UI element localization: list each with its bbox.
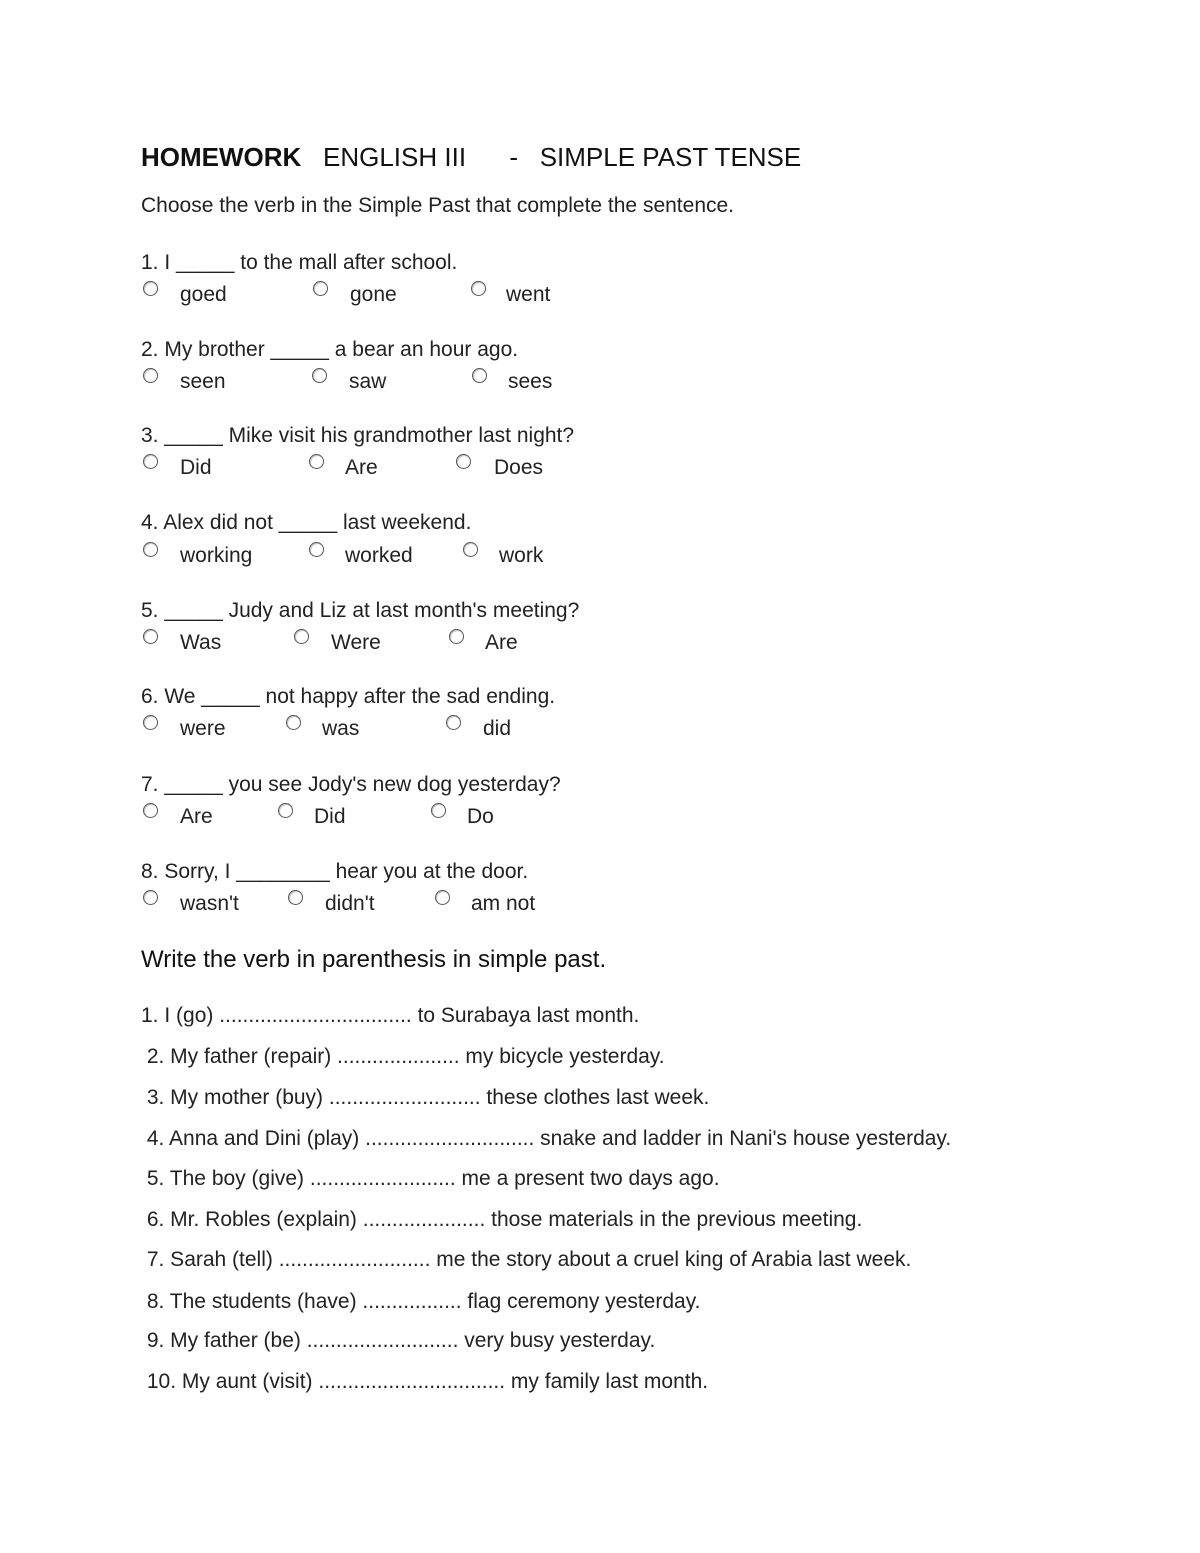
option-label: was bbox=[322, 717, 360, 740]
option-label: Were bbox=[331, 631, 381, 654]
fill-item-9: 9. My father (be) .......................... very busy yesterday. bbox=[141, 1329, 656, 1352]
option-label: am not bbox=[471, 892, 536, 915]
option-label: Are bbox=[345, 456, 378, 479]
fill-item-7: 7. Sarah (tell) .......................... me the story about a cruel king of Arabia last week. bbox=[141, 1248, 912, 1271]
instruction: Choose the verb in the Simple Past that complete the sentence. bbox=[141, 194, 735, 217]
option-label: wasn't bbox=[180, 892, 239, 915]
radio-q5-opt1[interactable] bbox=[143, 629, 158, 644]
option-label: goed bbox=[180, 283, 227, 306]
option-label: Does bbox=[494, 456, 544, 479]
option-label: didn't bbox=[325, 892, 375, 915]
option-label: worked bbox=[345, 544, 413, 567]
option-label: were bbox=[180, 717, 226, 740]
radio-q1-opt1[interactable] bbox=[143, 281, 158, 296]
option-label: seen bbox=[180, 370, 226, 393]
fill-item-2: 2. My father (repair) ..................... my bicycle yesterday. bbox=[141, 1045, 665, 1068]
option-label: working bbox=[180, 544, 253, 567]
page-title bbox=[141, 141, 801, 173]
option-label: Was bbox=[180, 631, 222, 654]
radio-q7-opt2[interactable] bbox=[278, 803, 293, 818]
option-label: Are bbox=[180, 805, 213, 828]
option-label: work bbox=[499, 544, 544, 567]
option-label: Did bbox=[314, 805, 346, 828]
radio-q2-opt2[interactable] bbox=[312, 368, 327, 383]
fill-item-4: 4. Anna and Dini (play) ............................. snake and ladder in Nani's house yesterday. bbox=[141, 1127, 952, 1150]
option-label: Did bbox=[180, 456, 212, 479]
question-8: 8. Sorry, I ________ hear you at the door. bbox=[141, 860, 529, 883]
title-homework: HOMEWORK bbox=[141, 142, 302, 172]
radio-q7-opt1[interactable] bbox=[143, 803, 158, 818]
radio-q1-opt3[interactable] bbox=[471, 281, 486, 296]
question-2: 2. My brother _____ a bear an hour ago. bbox=[141, 338, 519, 361]
title-subject: ENGLISH III - SIMPLE PAST TENSE bbox=[323, 142, 802, 172]
radio-q2-opt1[interactable] bbox=[143, 368, 158, 383]
radio-q8-opt3[interactable] bbox=[435, 890, 450, 905]
radio-q3-opt2[interactable] bbox=[309, 454, 324, 469]
option-label: did bbox=[483, 717, 512, 740]
option-label: sees bbox=[508, 370, 553, 393]
radio-q4-opt2[interactable] bbox=[309, 542, 324, 557]
option-label: gone bbox=[350, 283, 397, 306]
radio-q6-opt3[interactable] bbox=[446, 715, 461, 730]
fill-item-8: 8. The students (have) ................. flag ceremony yesterday. bbox=[141, 1290, 701, 1313]
radio-q4-opt1[interactable] bbox=[143, 542, 158, 557]
question-5: 5. _____ Judy and Liz at last month's meeting? bbox=[141, 599, 580, 622]
question-6: 6. We _____ not happy after the sad ending. bbox=[141, 685, 556, 708]
fill-item-5: 5. The boy (give) ......................... me a present two days ago. bbox=[141, 1167, 720, 1190]
fill-item-6: 6. Mr. Robles (explain) ..................... those materials in the previous meeting. bbox=[141, 1208, 863, 1231]
radio-q2-opt3[interactable] bbox=[472, 368, 487, 383]
radio-q6-opt1[interactable] bbox=[143, 715, 158, 730]
fill-item-3: 3. My mother (buy) .......................... these clothes last week. bbox=[141, 1086, 710, 1109]
fill-item-10: 10. My aunt (visit) ................................ my family last month. bbox=[141, 1370, 709, 1393]
fill-item-1: 1. I (go) ................................. to Surabaya last month. bbox=[141, 1004, 640, 1027]
question-7: 7. _____ you see Jody's new dog yesterday? bbox=[141, 773, 561, 796]
radio-q1-opt2[interactable] bbox=[313, 281, 328, 296]
radio-q5-opt3[interactable] bbox=[449, 629, 464, 644]
question-4: 4. Alex did not _____ last weekend. bbox=[141, 511, 472, 534]
radio-q8-opt2[interactable] bbox=[288, 890, 303, 905]
radio-q6-opt2[interactable] bbox=[286, 715, 301, 730]
question-1: 1. I _____ to the mall after school. bbox=[141, 251, 458, 274]
radio-q5-opt2[interactable] bbox=[294, 629, 309, 644]
question-3: 3. _____ Mike visit his grandmother last night? bbox=[141, 424, 575, 447]
radio-q7-opt3[interactable] bbox=[431, 803, 446, 818]
radio-q3-opt3[interactable] bbox=[456, 454, 471, 469]
option-label: Do bbox=[467, 805, 494, 828]
radio-q4-opt3[interactable] bbox=[463, 542, 478, 557]
option-label: saw bbox=[349, 370, 387, 393]
option-label: went bbox=[506, 283, 551, 306]
option-label: Are bbox=[485, 631, 518, 654]
section-heading: Write the verb in parenthesis in simple past. bbox=[141, 946, 607, 973]
radio-q8-opt1[interactable] bbox=[143, 890, 158, 905]
radio-q3-opt1[interactable] bbox=[143, 454, 158, 469]
